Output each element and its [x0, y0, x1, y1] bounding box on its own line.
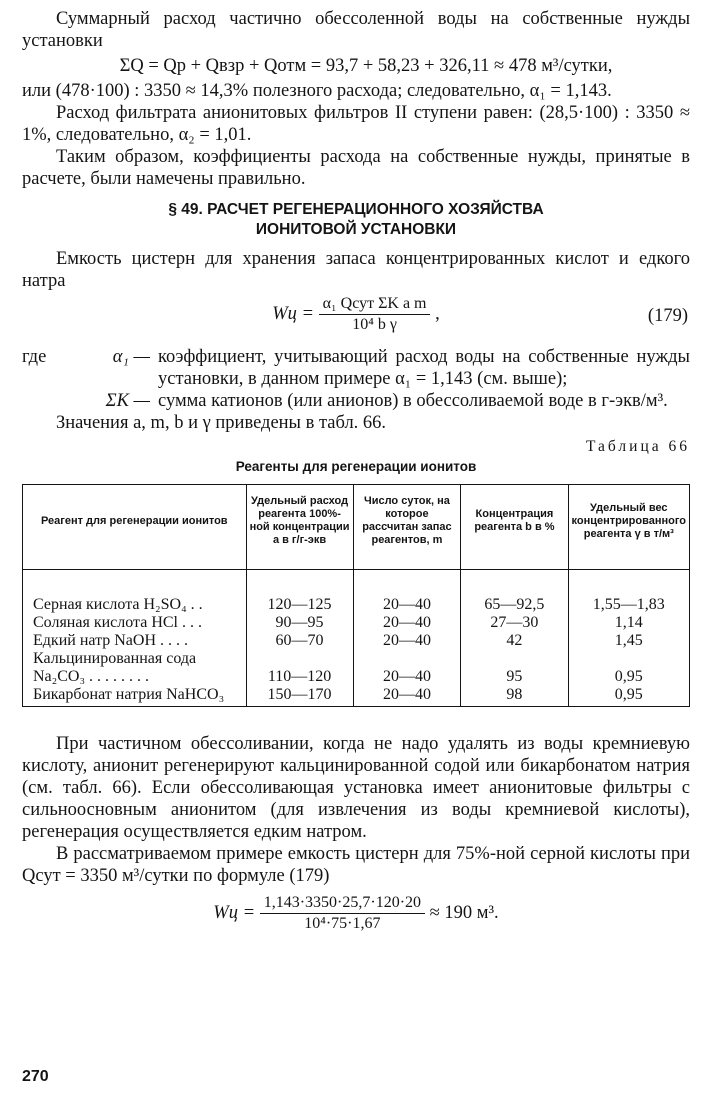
paragraph-filtrate-consumption: Расход фильтрата анионитовых фильтров II ступени равен: (28,5·100) : 3350 ≈ 1%, следовательно, α₂ = 1,01.: [22, 103, 690, 145]
definition-text: сумма катионов (или анионов) в обессоливаемой воде в г-экв/м³.: [158, 391, 668, 411]
definition-list: [22, 346, 690, 412]
table-cell: 0,95: [568, 650, 689, 686]
table-row: [23, 632, 690, 650]
table-cell: Бикарбонат натрия NaHCO₃: [23, 686, 247, 707]
column-header: Реагент для регенерации ионитов: [23, 485, 247, 570]
definition-symbol: ΣK —: [105, 391, 150, 411]
equation-final: [22, 893, 690, 934]
column-header: Удельный вес концентрированного реагента γ в т/м³: [568, 485, 689, 570]
table-cell: 98: [461, 686, 568, 707]
equation-179: [22, 292, 690, 340]
section-title-line-1: § 49. РАСЧЕТ РЕГЕНЕРАЦИОННОГО ХОЗЯЙСТВА: [168, 201, 544, 218]
equation-lhs: Wц =: [272, 303, 315, 324]
table-cell: 20—40: [353, 570, 461, 615]
table-cell: Едкий натр NaOH . . . .: [23, 632, 247, 650]
table-caption: Таблица 66: [585, 438, 690, 455]
section-title-line-2: ИОНИТОВОЙ УСТАНОВКИ: [255, 221, 457, 238]
table-cell: 65—92,5: [461, 570, 568, 615]
page-body: [22, 8, 690, 934]
table-cell: Соляная кислота HCl . . .: [23, 614, 247, 632]
table-row: [23, 570, 690, 615]
equation-final-lhs: Wц =: [213, 902, 256, 923]
section-heading: [22, 200, 690, 240]
equation-numerator: α₁ Qсут ΣK a m: [319, 294, 431, 315]
table-cell: 27—30: [461, 614, 568, 632]
definition-text: коэффициент, учитывающий расход воды на собственные нужды установки, в данном примере α₁ = 1,143 (см. выше);: [158, 347, 690, 389]
column-header: Удельный расход реагента 100%-ной концентрации a в г/г-экв: [246, 485, 353, 570]
where-label: где: [22, 347, 47, 367]
table-cell: 1,55—1,83: [568, 570, 689, 615]
paragraph-values-ref: Значения a, m, b и γ приведены в табл. 66.: [56, 413, 387, 433]
definition-row: [22, 390, 690, 412]
table-cell: 20—40: [353, 614, 461, 632]
table-cell: 90—95: [246, 614, 353, 632]
column-header: Число суток, на которое рассчитан запас реагентов, m: [353, 485, 461, 570]
definition-symbol: α₁ —: [112, 347, 150, 367]
table-cell: 60—70: [246, 632, 353, 650]
table-cell: 110—120: [246, 650, 353, 686]
equation-final-denominator: 10⁴·75·1,67: [304, 915, 381, 932]
table-row: [23, 686, 690, 707]
definition-row: [22, 346, 690, 390]
equation-final-numerator: 1,143·3350·25,7·120·20: [260, 893, 425, 914]
equation-denominator: 10⁴ b γ: [352, 316, 397, 333]
table-cell: 0,95: [568, 686, 689, 707]
paragraph-conclusion: Таким образом, коэффициенты расхода на собственные нужды, принятые в расчете, были намечены правильно.: [22, 147, 690, 189]
table-cell: 1,45: [568, 632, 689, 650]
paragraph-partial-desalination: При частичном обессоливании, когда не надо удалять из воды кремниевую кислоту, анионит регенерируют кальцинированной содой или бикарбонатом натрия (см. табл. 66). Если обессоливающая установка имеет анионитовые фильтры с сильноосновным анионитом (для извлечения из воды кремниевой кислоты), регенерация осуществляется едким натром.: [22, 734, 690, 842]
table-cell: 20—40: [353, 632, 461, 650]
equation-tail: ,: [435, 303, 440, 324]
table-cell: Серная кислота H₂SO₄ . .: [23, 570, 247, 615]
reagents-table: [22, 484, 690, 707]
table-header-row: [23, 485, 690, 570]
table-cell: Кальцинированная сода Na₂CO₃ . . . . . . . .: [23, 650, 247, 686]
paragraph-useful-consumption: или (478·100) : 3350 ≈ 14,3% полезного расхода; следовательно, α₁ = 1,143.: [22, 81, 612, 101]
paragraph-tank-capacity: Емкость цистерн для хранения запаса концентрированных кислот и едкого натра: [22, 249, 690, 291]
table-cell: 1,14: [568, 614, 689, 632]
equation-number: (179): [647, 306, 688, 326]
table-cell: 42: [461, 632, 568, 650]
table-cell: 20—40: [353, 650, 461, 686]
paragraph-example: В рассматриваемом примере емкость цистерн для 75%-ной серной кислоты при Qсут = 3350 м³/сутки по формуле (179): [22, 844, 690, 886]
table-cell: 150—170: [246, 686, 353, 707]
table-row: [23, 650, 690, 686]
table-cell: 20—40: [353, 686, 461, 707]
page-number: 270: [22, 1068, 49, 1085]
equation-final-fraction: [260, 893, 425, 934]
table-title: Реагенты для регенерации ионитов: [235, 459, 477, 474]
paragraph-total-consumption: Суммарный расход частично обессоленной воды на собственные нужды установки: [22, 9, 690, 51]
equation-fraction: [319, 294, 431, 335]
table-row: [23, 614, 690, 632]
formula-sum-q: ΣQ = Qр + Qвзр + Qотм = 93,7 + 58,23 + 326,11 ≈ 478 м³/сутки,: [119, 56, 613, 76]
table-cell: 95: [461, 650, 568, 686]
column-header: Концентрация реагента b в %: [461, 485, 568, 570]
equation-final-rhs: ≈ 190 м³.: [429, 902, 499, 923]
table-cell: 120—125: [246, 570, 353, 615]
